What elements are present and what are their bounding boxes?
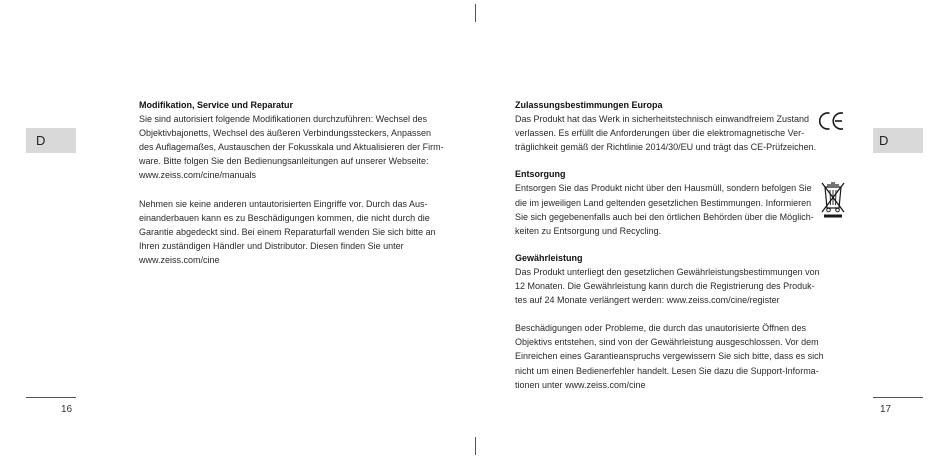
paragraph-line: Entsorgen Sie das Produkt nicht über den Hausmüll, sondern befolgen Sie: [515, 183, 812, 194]
paragraph-line: Nehmen sie keine anderen untautorisierten Eingriffe vor. Durch das Aus-: [139, 198, 428, 209]
crop-mark-bottom: [475, 437, 476, 455]
section-heading: Gewährleistung: [515, 252, 583, 263]
paragraph-line: tionen unter www.zeiss.com/cine: [515, 379, 646, 390]
section-heading: Zulassungsbestimmungen Europa: [515, 100, 663, 110]
page-number-rule-right: [873, 397, 923, 398]
paragraph-line: verlassen. Es erfüllt die Anforderungen über die elektromagnetische Ver-: [515, 128, 805, 139]
section-unauthorized-interventions: [139, 197, 439, 267]
ce-mark-icon: [819, 111, 845, 131]
section-approval-regulations-europe: [515, 98, 815, 154]
paragraph-line: träglichkeit gemäß der Richtlinie 2014/30/EU und trägt das CE-Prüfzeichen.: [515, 142, 817, 153]
crossed-out-wheelie-bin-icon: [820, 181, 846, 219]
language-tab-right: [873, 128, 923, 153]
paragraph-line: tes auf 24 Monate verlängert werden: www.zeiss.com/cine/register: [515, 295, 780, 306]
paragraph-line: Einreichen eines Garantieanspruchs vergewissern Sie sich bitte, dass es sich: [515, 351, 824, 362]
paragraph-line: Ihren zuständigen Händler und Distributor. Diesen finden Sie unter: [139, 240, 404, 251]
paragraph-line: 12 Monaten. Die Gewährleistung kann durch die Registrierung des Produk-: [515, 281, 815, 292]
paragraph-line: des Auflagemaßes, Austauschen der Fokusskala und Aktualisieren der Firm-: [139, 142, 444, 153]
paragraph-line: Sie sich gegebenenfalls auch bei den örtlichen Behörden über die Möglich-: [515, 211, 814, 222]
paragraph-line: die im jeweiligen Land geltenden gesetzlichen Bestimmungen. Informieren: [515, 197, 812, 208]
crop-mark-top: [475, 4, 476, 22]
paragraph-line: Garantie abgedeckt sind. Bei einem Reparaturfall wenden Sie sich bitte an: [139, 226, 436, 237]
section-heading: Modifikation, Service und Reparatur: [139, 100, 294, 110]
right-page-text-column: [515, 98, 824, 392]
paragraph-line: Das Produkt unterliegt den gesetzlichen Gewährleistungsbestimmungen von: [515, 266, 820, 277]
paragraph-line: Beschädigungen oder Probleme, die durch das unautorisierte Öffnen des: [515, 323, 807, 334]
section-warranty: [515, 251, 820, 307]
paragraph-line: einanderbauen kann es zu Beschädigungen kommen, die nicht durch die: [139, 212, 430, 223]
language-tab-label: D: [879, 133, 889, 148]
section-modification-service-repair: [139, 98, 444, 183]
section-heading: Entsorgung: [515, 169, 566, 180]
left-page-text-column: [139, 98, 444, 267]
paragraph-line: nicht um einen Bedienerfehler handelt. Lesen Sie dazu die Support-Informa-: [515, 365, 819, 376]
page-number-left: 16: [61, 404, 73, 415]
paragraph-line: Das Produkt hat das Werk in sicherheitstechnisch einwandfreiem Zustand: [515, 114, 809, 125]
language-tab-left: [26, 128, 76, 153]
page-number-rule-left: [26, 397, 76, 398]
paragraph-line: Objektivs entstehen, sind von der Gewährleistung ausgeschlossen. Vor dem: [515, 337, 819, 348]
paragraph-line: www.zeiss.com/cine/manuals: [139, 170, 257, 181]
paragraph-line: www.zeiss.com/cine: [139, 254, 220, 265]
paragraph-line: Objektivbajonetts, Wechsel des äußeren Verbindungssteckers, Anpassen: [139, 128, 432, 139]
paragraph-line: Sie sind autorisiert folgende Modifikationen durchzuführen: Wechsel des: [139, 114, 427, 125]
language-tab-label: D: [36, 133, 46, 148]
section-warranty-exclusions: [515, 321, 824, 391]
page-number-right: 17: [880, 404, 892, 415]
section-disposal: [515, 167, 815, 237]
paragraph-line: keiten zu Entsorgung und Recycling.: [515, 225, 662, 236]
paragraph-line: ware. Bitte folgen Sie den Bedienungsanleitungen auf unserer Webseite:: [139, 156, 429, 167]
